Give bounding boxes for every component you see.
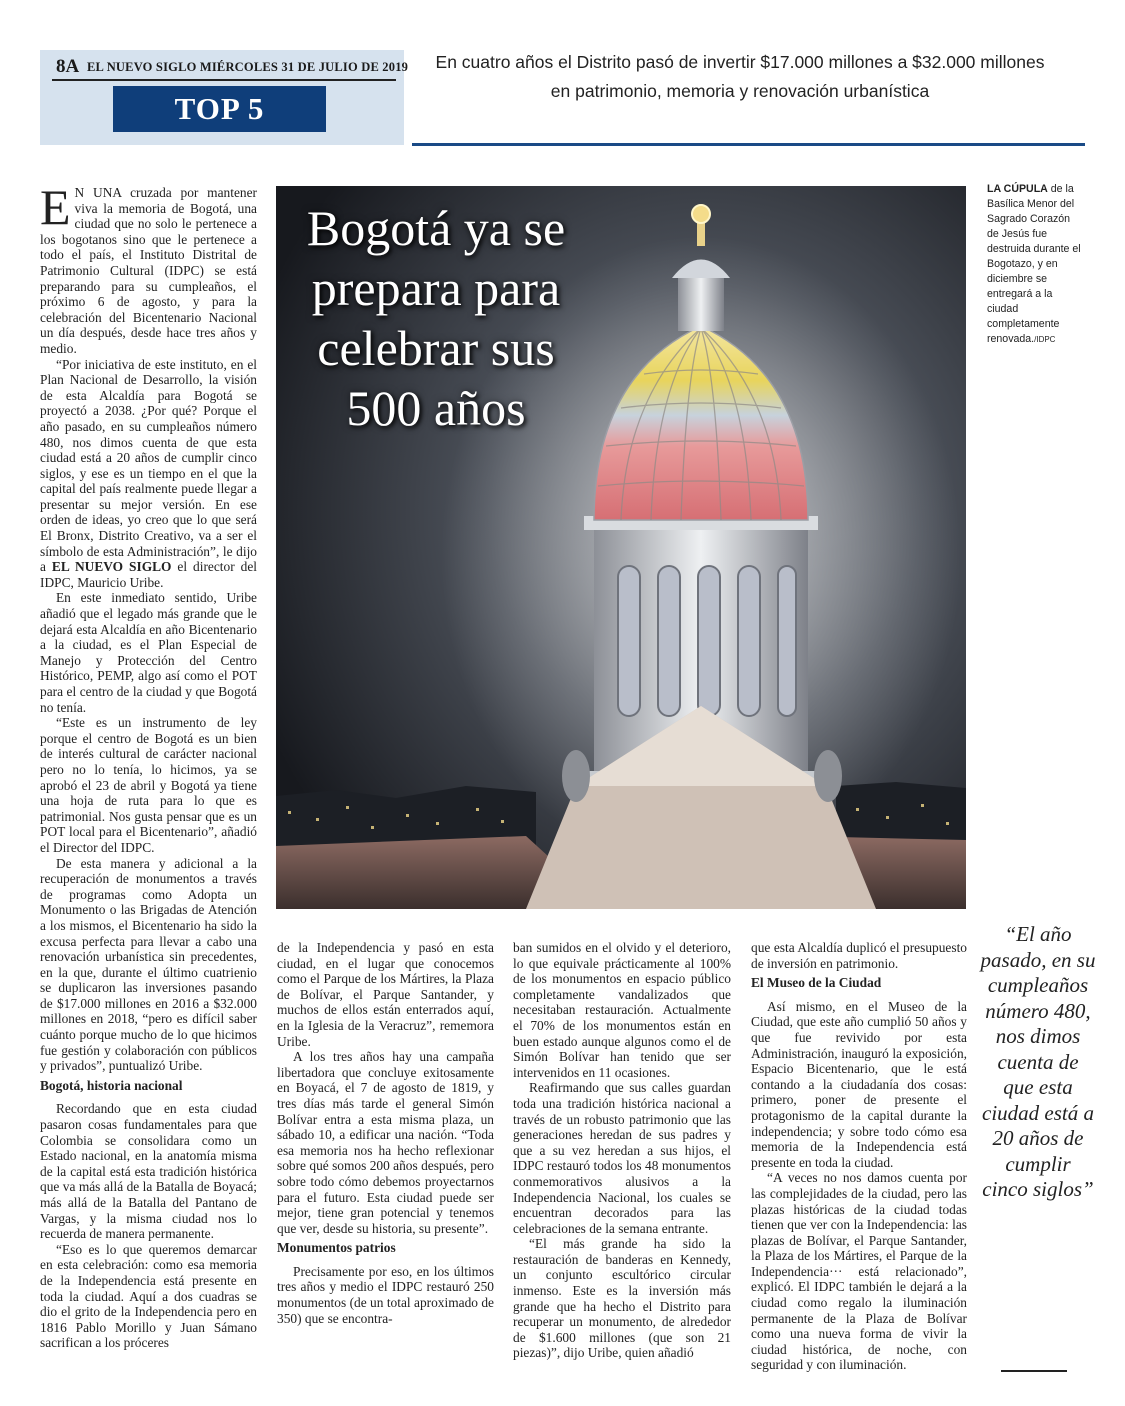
paragraph: A los tres años hay una campaña libertadora que concluye exitosamente en Boyacá, el 7 de agosto de 1819, y tres días más tarde el general Simón Bolívar entra a esta misma plaza, un sábado 10, a edificar una nación. “Toda esa memoria nos ha hecho reflexionar sobre qué somos 200 años después, pero sobre todo cómo debemos proyectarnos para el futuro. Esta ciudad puede ser mejor, tiene gran potencial y tenemos que ver, desde su historia, su presente”. xyxy=(277,1049,494,1236)
article-column-3 xyxy=(513,940,731,1361)
caption-text: de la Basílica Menor del Sagrado Corazón de Jesús fue destruida durante el Bogotazo, y en diciembre se entregará a la ciudad completamente renovada. xyxy=(987,183,1081,345)
header-rule xyxy=(52,79,396,81)
pull-quote-rule xyxy=(1001,1370,1067,1372)
paragraph: En este inmediato sentido, Uribe añadió que el legado más grande que le dejará esta Alcaldía en año Bicentenario a la ciudad, es el Plan Especial de Manejo y Protección del Centro Histórico, PEMP, algo así como el POT para el centro de la ciudad y que Bogotá no tenía. xyxy=(40,590,257,715)
masthead-dateline: EL NUEVO SIGLO MIÉRCOLES 31 DE JULIO DE 2019 xyxy=(87,60,409,74)
photo-caption xyxy=(987,182,1083,347)
newspaper-name: EL NUEVO SIGLO xyxy=(51,559,172,575)
paragraph: Recordando que en esta ciudad pasaron cosas fundamentales para que Colombia se consolidara como un Estado nacional, en la anatomía misma de la capital está esta tradición histórica que va más allá de la Batalla de Boyacá; más allá de la Batalla del Pantano de Vargas, y la misma ciudad nos lo recuerda de manera permanente. xyxy=(40,1101,257,1242)
deck-rule xyxy=(412,143,1085,146)
subheading: Monumentos patrios xyxy=(277,1240,396,1256)
paragraph-text: “Por iniciativa de este instituto, en el Plan Nacional de Desarrollo, la visión de esta Alcaldía para Bogotá se proyectó a 2038. ¿Por qué? Porque el año pasado, en su cumpleaños número 480, nos dimos cuenta de que esta ciudad está a 20 años de cumplir cinco siglos, y ese es un tiempo en el que la capital del país realmente puede llegar a presentar su mejor versión. En ese orden de ideas, yo creo que lo que será El Bronx, Distrito Creativo, va a ser el símbolo de esta Administración”, le dijo a xyxy=(40,356,257,575)
caption-credit: /IDPC xyxy=(1034,335,1056,344)
paragraph: Precisamente por eso, en los últimos tres años y medio el IDPC restauró 250 monumentos (de un total aproximado de 350) que se encontra- xyxy=(277,1263,494,1326)
paragraph: Reafirmando que sus calles guardan toda una tradición histórica nacional a través de un robusto patrimonio que las generaciones heredan de sus padres y que a su vez heredan a sus hijos, el IDPC restauró todos los 48 monumentos conmemorativos alusivos a la Independencia Nacional, los cuales se encuentran decorados para las celebraciones de la semana entrante. xyxy=(513,1080,731,1236)
subheading: Bogotá, historia nacional xyxy=(40,1077,183,1093)
section-tag: TOP 5 xyxy=(113,86,326,132)
page-number: 8A xyxy=(56,56,80,77)
paragraph: “Este es un instrumento de ley porque el centro de Bogotá es un bien de interés cultural de carácter nacional pero no lo tenía, lo hicimos, ya se aprobó el 23 de abril y Bogotá ya tiene una hoja de ruta para lo que es patrimonial. Nos gusta pensar que es un POT local para el Bicentenario”, añadió el Director del IDPC. xyxy=(40,715,257,855)
paragraph: “Eso es lo que queremos demarcar en esta celebración: como esa memoria de la Independencia está presente en toda la ciudad. Aquí a dos cuadras se dio el grito de la Independencia pero en 1816 Pablo Morillo y Juan Sámano sacrifican a los próceres xyxy=(40,1241,257,1351)
article-column-4 xyxy=(751,940,967,1373)
paragraph xyxy=(40,357,257,591)
article-column-1 xyxy=(40,179,257,1351)
paragraph-text: N UNA cruzada por mantener viva la memoria de Bogotá, una ciudad que no solo le pertenece a los bogotanos sino que le pertenece a todo el país, el Instituto Distrital de Patrimonio Cultural (IDPC) se está preparando para su cumpleaños, el próximo 6 de agosto, y para la celebración del Bicentenario Nacional un día después, desde hace tres años y medio. xyxy=(40,185,257,356)
paragraph xyxy=(40,179,257,357)
paragraph: Así mismo, en el Museo de la Ciudad, que este año cumplió 50 años y que fue revivido por esta Administración, inauguró la exposición, Espacio Bicentenario, que le está contando a la ciudadanía dos cosas: primero, poner de presente el protagonismo de la capital durante la independencia; y sobre todo cómo esa memoria de la Independencia está presente en toda la ciudad. xyxy=(751,998,967,1170)
article-deck: En cuatro años el Distrito pasó de invertir $17.000 millones a $32.000 millones en patrimonio, memoria y renovación urbanística xyxy=(435,52,1045,101)
paragraph: ban sumidos en el olvido y el deterioro, lo que equivale prácticamente al 100% de los monumentos en espacio público completamente vandalizados que necesitaban restauración. Actualmente el 70% de los monumentos están en buen estado aunque algunos como el de Simón Bolívar han tenido que ser intervenidos en 11 ocasiones. xyxy=(513,940,731,1080)
drop-cap: E xyxy=(40,179,71,235)
headline: Bogotá ya se prepara para celebrar sus 500 años xyxy=(306,200,566,436)
subheading: El Museo de la Ciudad xyxy=(751,975,882,991)
pull-quote: “El año pasado, en su cumpleaños número 480, nos dimos cuenta de que esta ciudad está a 20 años de cumplir cinco siglos” xyxy=(980,922,1096,1201)
paragraph-text: el director del IDPC, Mauricio Uribe. xyxy=(40,559,257,590)
paragraph: “El más grande ha sido la restauración de banderas en Kennedy, un conjunto escultórico circular inmenso. Este es la inversión más grande que ha hecho el Distrito para recuperar un monumento, de alrededor de $1.600 millones (que son 21 piezas)”, dijo Uribe, quien añadió xyxy=(513,1236,731,1361)
caption-lead: LA CÚPULA xyxy=(987,183,1048,195)
paragraph: De esta manera y adicional a la recuperación de monumentos a través de programas como Adopta un Monumento o las Brigadas de Atención a los mismos, el Bicentenario ha sido la excusa perfecta para llevar a cabo una renovación urbanística sin precedentes, en la que, durante el último cuatrienio se duplicaron las inversiones pasando de $17.000 millones en 2016 a $32.000 millones en 2018, “pero es difícil saber cuánto porque mucho de lo que hicimos fue gestión y colaboración con públicos y privados”, puntualizó Uribe. xyxy=(40,855,257,1074)
paragraph: “A veces no nos damos cuenta por las complejidades de la ciudad, pero las plazas históricas de la ciudad todas tienen que ver con la Independencia: las plazas de Bolívar, el Parque Santander, la Plaza de los Mártires, el Parque de la Independencia··· está relacionado”, explicó. El IDPC también le dejará a la ciudad como regalo la iluminación permanente de la Plaza de Bolívar como una nueva forma de vivir la ciudad histórica, de noche, con seguridad y con iluminación. xyxy=(751,1170,967,1373)
paragraph: de la Independencia y pasó en esta ciudad, en el lugar que conocemos como el Parque de los Mártires, la Plaza de Bolívar, el Parque Santander, y muchos de ellos están enterrados aquí, en la Iglesia de la Veracruz”, rememora Uribe. xyxy=(277,940,494,1049)
article-column-2 xyxy=(277,940,494,1326)
paragraph: que esta Alcaldía duplicó el presupuesto de inversión en patrimonio. xyxy=(751,940,967,971)
